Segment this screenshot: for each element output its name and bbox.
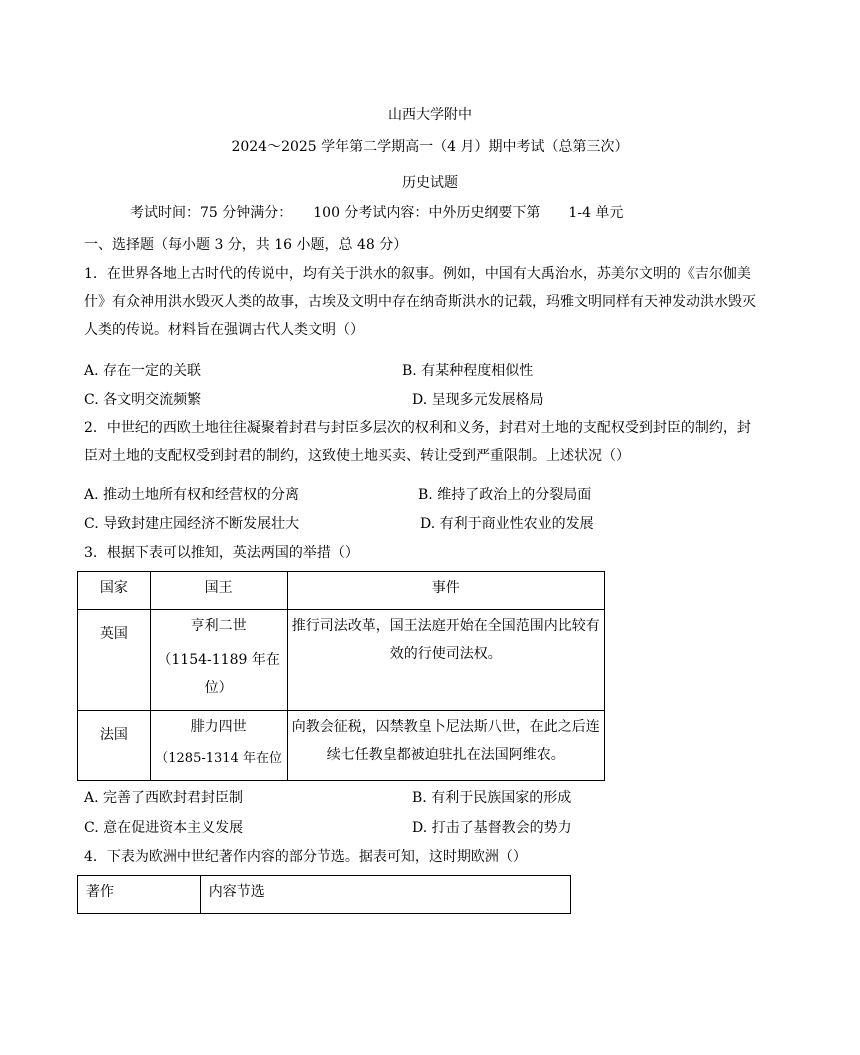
q1-option-a: A. 存在一定的关联 — [84, 363, 202, 379]
question-2-text: 2．中世纪的西欧土地往往凝聚着封君与封臣多层次的权利和义务，封君对土地的支配权受到封臣的制约，封臣对土地的支配权受到封君的制约，这致使土地买卖、转让受到严重限制。上述状况（） — [84, 420, 751, 464]
q3-option-c: C. 意在促进资本主义发展 — [84, 820, 244, 836]
question-4-text: 4．下表为欧洲中世纪著作内容的部分节选。据表可知，这时期欧洲（） — [84, 849, 527, 865]
question-1-text: 1．在世界各地上古时代的传说中，均有关于洪水的叙事。例如，中国有大禹治水，苏美尔文明的《吉尔伽美什》有众神用洪水毁灭人类的故事，古埃及文明中存在纳奇斯洪水的记载，玛雅文明同样有天神发动洪水毁灭人类的传说。材料旨在强调古代人类文明（） — [84, 266, 756, 338]
q1-option-b: B. 有某种程度相似性 — [402, 363, 534, 379]
q3-table — [77, 571, 605, 781]
question-3-text: 3．根据下表可以推知，英法两国的举措（） — [84, 545, 359, 561]
q3-option-a: A. 完善了西欧封君封臣制 — [84, 790, 244, 806]
section-title: 一、选择题（每小题 3 分，共 16 小题，总 48 分） — [84, 237, 408, 253]
q1-option-d: D. 呈现多元发展格局 — [412, 392, 544, 408]
table-cell-country: 法国 — [99, 727, 128, 743]
table-header: 著作 — [86, 884, 114, 900]
table-cell-reign: （1285-1314 年在位 — [155, 751, 282, 766]
q4-table — [77, 875, 571, 914]
q1-option-c: C. 各文明交流频繁 — [84, 392, 202, 408]
exam-title: 2024～2025 学年第二学期高一（4 月）期中考试（总第三次） — [231, 139, 629, 155]
table-cell-event: 推行司法改革，国王法庭开始在全国范围内比较有效的行使司法权。 — [291, 618, 600, 662]
table-header-row — [78, 572, 605, 610]
table-cell-country: 英国 — [99, 626, 128, 642]
table-header: 国王 — [204, 580, 233, 596]
table-header-row — [78, 876, 571, 914]
subject-title: 历史试题 — [402, 175, 458, 191]
q2-option-a: A. 推动土地所有权和经营权的分离 — [84, 487, 300, 503]
exam-info: 考试时间：75 分钟满分： 100 分考试内容：中外历史纲要下第 1-4 单元 — [130, 205, 624, 221]
table-cell-king: 腓力四世 — [190, 719, 247, 735]
table-header: 国家 — [99, 580, 128, 596]
q3-option-b: B. 有利于民族国家的形成 — [412, 790, 572, 806]
table-row — [78, 610, 605, 711]
school-name: 山西大学附中 — [388, 107, 472, 123]
table-cell-event: 向教会征税，囚禁教皇卜尼法斯八世，在此之后连续七任教皇都被迫驻扎在法国阿维农。 — [291, 719, 600, 763]
q3-option-d: D. 打击了基督教会的势力 — [412, 820, 572, 836]
q2-option-d: D. 有利于商业性农业的发展 — [420, 516, 594, 532]
table-cell-reign: （1154-1189 年在位） — [157, 652, 280, 696]
table-cell-king: 亨利二世 — [190, 618, 247, 634]
table-row — [78, 711, 605, 781]
q2-option-b: B. 维持了政治上的分裂局面 — [418, 487, 592, 503]
table-header: 内容节选 — [208, 884, 265, 900]
table-header: 事件 — [431, 580, 460, 596]
q2-option-c: C. 导致封建庄园经济不断发展壮大 — [84, 516, 300, 532]
